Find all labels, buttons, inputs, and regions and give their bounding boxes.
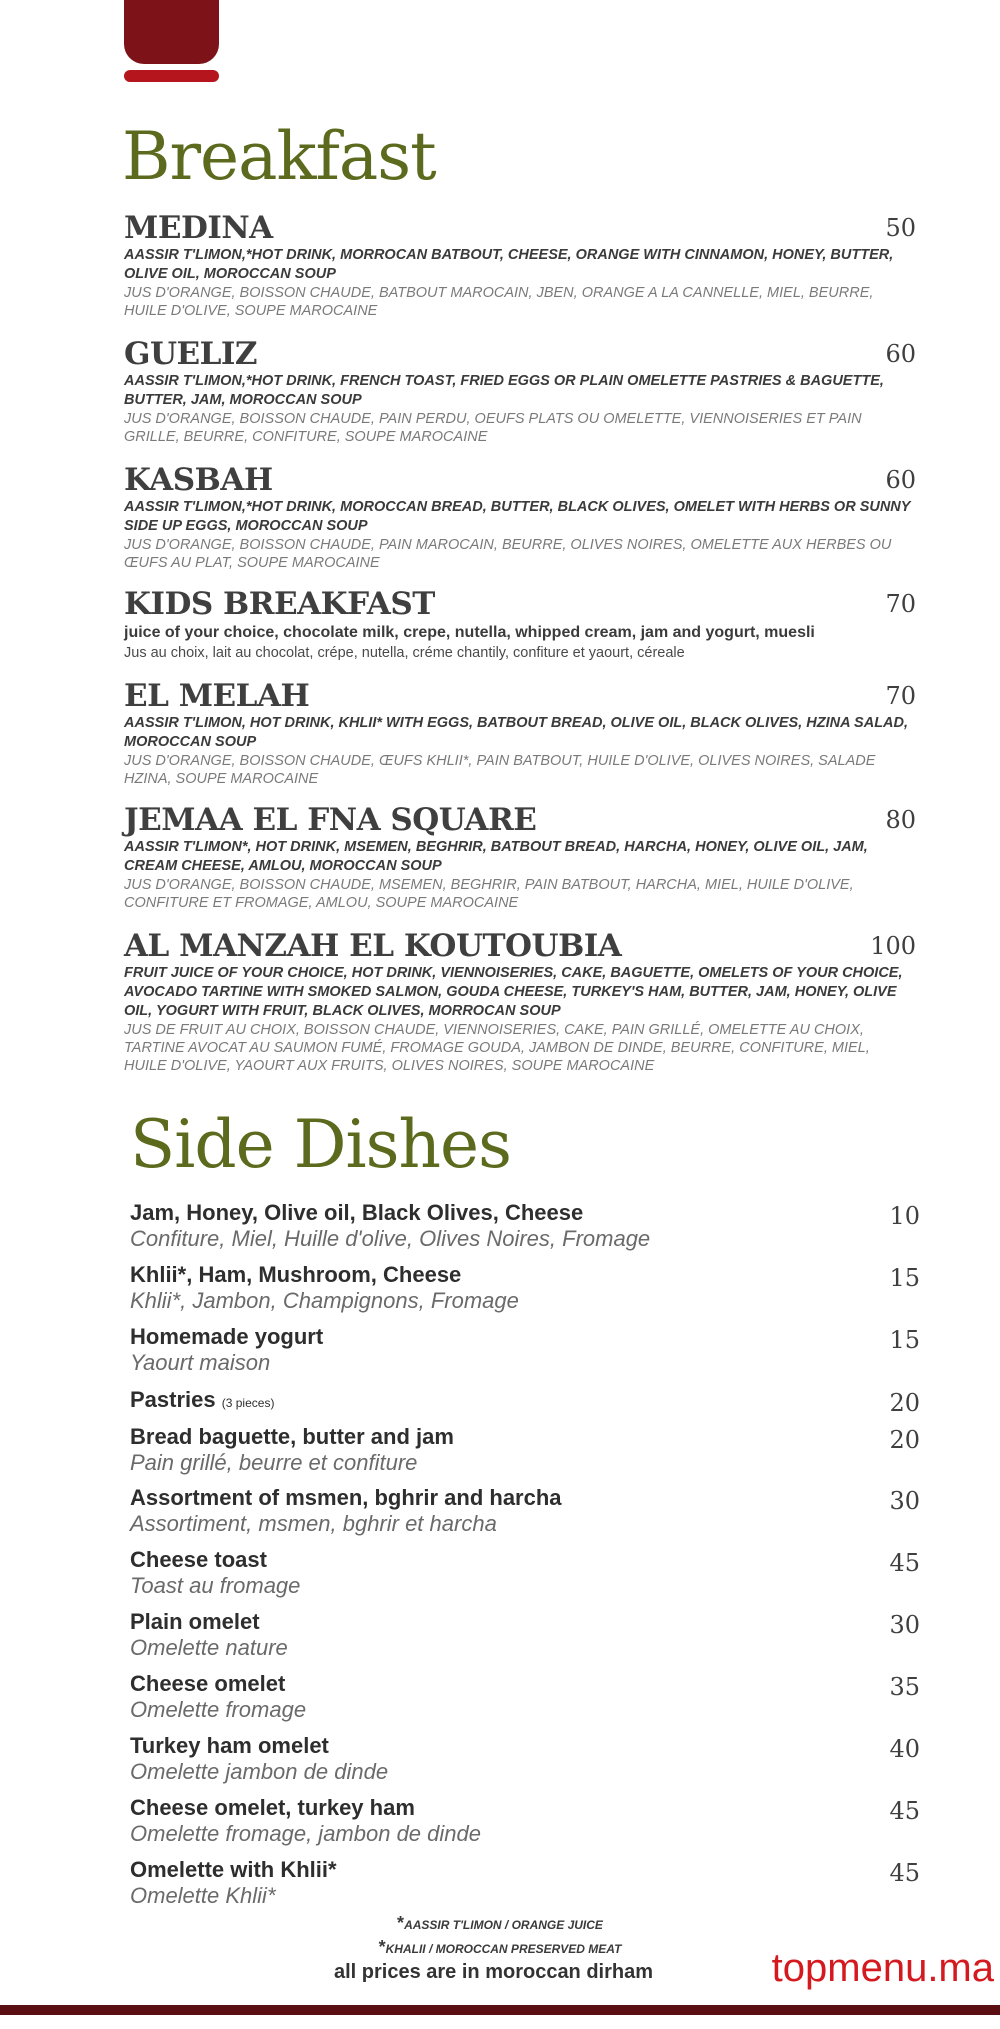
breakfast-item-el-melah — [124, 678, 916, 788]
item-description-en: AASSIR T'LIMON*, HOT DRINK, MSEMEN, BEGHRIR, BATBOUT BREAD, HARCHA, HONEY, OLIVE OIL, JAM, CREAM CHEESE, AMLOU, MOROCCAN SOUP — [124, 839, 868, 874]
item-name: JEMAA EL FNA SQUARE — [124, 802, 537, 838]
brand-watermark: topmenu.ma — [771, 1946, 994, 1990]
prices-currency-note: all prices are in moroccan dirham — [334, 1961, 654, 1983]
side-dish-name-fr: Omelette jambon de dinde — [130, 1759, 389, 1784]
item-description-fr: JUS DE FRUIT AU CHOIX, BOISSON CHAUDE, VIENNOISERIES, CAKE, PAIN GRILLÉ, OMELETTE AU CHOIX, TARTINE AVOCAT AU SAUMON FUMÉ, FROMAGE GOUDA, JAMBON DE DINDE, BEURRE, CONFITURE, MIEL, HUILE D'OLIVE, YAOURT AUX FRUITS, OLIVES NOIRES, SOUPE MAROCAINE — [124, 1022, 870, 1074]
side-dish-name-fr: Pain grillé, beurre et confiture — [130, 1450, 418, 1475]
side-dish-price: 45 — [889, 1797, 920, 1825]
side-dish-name: Turkey ham omelet — [130, 1733, 329, 1758]
item-name: KIDS BREAKFAST — [124, 586, 435, 622]
breakfast-item-jemaa-el-fna-square — [124, 802, 916, 912]
footnote-text: AASSIR T'LIMON / ORANGE JUICE — [404, 1918, 603, 1932]
side-dish-item — [130, 1324, 920, 1376]
footnote-star: * — [378, 1937, 386, 1957]
item-price: 50 — [885, 214, 916, 242]
bottom-border — [0, 2005, 1000, 2015]
item-price: 60 — [885, 466, 916, 494]
item-description-fr: JUS D'ORANGE, BOISSON CHAUDE, ŒUFS KHLII*, PAIN BATBOUT, HUILE D'OLIVE, OLIVES NOIRES, SALADE HZINA, SOUPE MAROCAINE — [124, 753, 876, 787]
item-description-en: juice of your choice, chocolate milk, crepe, nutella, whipped cream, jam and yogurt, muesli — [124, 624, 815, 641]
item-description-en: AASSIR T'LIMON,*HOT DRINK, MOROCCAN BREAD, BUTTER, BLACK OLIVES, OMELET WITH HERBS OR SUNNY SIDE UP EGGS, MOROCCAN SOUP — [124, 499, 911, 534]
item-price: 60 — [885, 340, 916, 368]
side-dish-price: 30 — [889, 1611, 920, 1639]
item-name: AL MANZAH EL KOUTOUBIA — [124, 928, 622, 964]
side-dish-name: Plain omelet — [130, 1609, 260, 1634]
side-dish-name-fr: Toast au fromage — [130, 1573, 301, 1598]
side-dish-price: 15 — [889, 1326, 920, 1354]
breakfast-item-kids-breakfast — [124, 586, 916, 662]
side-dish-name-fr: Omelette fromage, jambon de dinde — [130, 1821, 481, 1846]
side-dish-name-fr: Omelette nature — [130, 1635, 288, 1660]
side-dish-item — [130, 1424, 920, 1476]
breakfast-item-al-manzah-el-koutoubia — [124, 928, 916, 1075]
side-dish-item — [130, 1200, 920, 1252]
side-dish-price: 40 — [889, 1735, 920, 1763]
side-dish-note: (3 pieces) — [221, 1396, 275, 1410]
breakfast-section-title: Breakfast — [122, 118, 436, 195]
side-dish-name: Cheese omelet — [130, 1671, 286, 1696]
item-name: MEDINA — [124, 210, 273, 246]
side-dishes-section-title: Side Dishes — [130, 1106, 511, 1183]
side-dish-price: 20 — [889, 1426, 920, 1454]
item-description-fr: JUS D'ORANGE, BOISSON CHAUDE, MSEMEN, BEGHRIR, PAIN BATBOUT, HARCHA, MIEL, HUILE D'OLIVE, CONFITURE ET FROMAGE, AMLOU, SOUPE MAROCAINE — [124, 877, 854, 911]
footnote-text: KHALII / MOROCCAN PRESERVED MEAT — [385, 1942, 622, 1956]
item-description-fr: Jus au choix, lait au chocolat, crépe, nutella, créme chantily, confiture et yaourt, céreale — [124, 645, 685, 661]
item-description-en: FRUIT JUICE OF YOUR CHOICE, HOT DRINK, VIENNOISERIES, CAKE, BAGUETTE, OMELETS OF YOUR CHOICE, AVOCADO TARTINE WITH SMOKED SALMON, GOUDA CHEESE, TURKEY'S HAM, BUTTER, JAM, HONEY, OLIVE OIL, YOGURT WITH FRUIT, BLACK OLIVES, MORROCAN SOUP — [124, 965, 903, 1019]
side-dish-name: Homemade yogurt — [130, 1324, 324, 1349]
side-dish-name-text: Pastries — [130, 1387, 216, 1412]
side-dish-name-fr: Assortiment, msmen, bghrir et harcha — [130, 1511, 497, 1536]
side-dish-name: Jam, Honey, Olive oil, Black Olives, Cheese — [130, 1200, 584, 1225]
side-dish-name: Khlii*, Ham, Mushroom, Cheese — [130, 1262, 462, 1287]
side-dish-price: 20 — [889, 1389, 920, 1417]
item-name: KASBAH — [124, 462, 273, 498]
side-dish-name: Cheese omelet, turkey ham — [130, 1795, 415, 1820]
side-dish-item — [130, 1262, 920, 1314]
item-price: 100 — [870, 932, 916, 960]
item-description-fr: JUS D'ORANGE, BOISSON CHAUDE, PAIN PERDU, OEUFS PLATS OU OMELETTE, VIENNOISERIES ET PAIN GRILLE, BEURRE, CONFITURE, SOUPE MAROCAINE — [124, 411, 862, 445]
side-dish-item — [130, 1857, 920, 1909]
side-dish-price: 10 — [889, 1202, 920, 1230]
side-dish-price: 35 — [889, 1673, 920, 1701]
breakfast-item-medina — [124, 210, 916, 320]
breakfast-item-kasbah — [124, 462, 916, 572]
item-description-fr: JUS D'ORANGE, BOISSON CHAUDE, BATBOUT MAROCAIN, JBEN, ORANGE A LA CANNELLE, MIEL, BEURRE, HUILE D'OLIVE, SOUPE MAROCAINE — [124, 285, 874, 319]
side-dish-name-fr: Confiture, Miel, Huille d'olive, Olives Noires, Fromage — [130, 1226, 651, 1251]
side-dish-name-fr: Yaourt maison — [130, 1350, 271, 1375]
item-description-en: AASSIR T'LIMON, HOT DRINK, KHLII* WITH EGGS, BATBOUT BREAD, OLIVE OIL, BLACK OLIVES, HZINA SALAD, MOROCCAN SOUP — [124, 715, 909, 750]
item-name: EL MELAH — [124, 678, 310, 714]
item-name: GUELIZ — [124, 336, 258, 372]
item-description-en: AASSIR T'LIMON,*HOT DRINK, MORROCAN BATBOUT, CHEESE, ORANGE WITH CINNAMON, HONEY, BUTTER, OLIVE OIL, MOROCCAN SOUP — [124, 247, 894, 282]
side-dish-name: Omelette with Khlii* — [130, 1857, 337, 1882]
side-dish-name-fr: Khlii*, Jambon, Champignons, Fromage — [130, 1288, 519, 1313]
side-dish-name: Cheese toast — [130, 1547, 267, 1572]
side-dish-price: 45 — [889, 1859, 920, 1887]
side-dish-item — [130, 1485, 920, 1537]
side-dish-price: 30 — [889, 1487, 920, 1515]
side-dish-item — [130, 1547, 920, 1599]
side-dish-item — [130, 1609, 920, 1661]
side-dish-item — [130, 1387, 920, 1416]
side-dish-item — [130, 1671, 920, 1723]
item-price: 80 — [885, 806, 916, 834]
item-price: 70 — [885, 682, 916, 710]
restaurant-logo — [124, 0, 219, 64]
side-dish-item — [130, 1733, 920, 1785]
side-dish-name-fr: Omelette fromage — [130, 1697, 307, 1722]
footnote-star: * — [397, 1913, 405, 1933]
side-dish-name: Bread baguette, butter and jam — [130, 1424, 454, 1449]
item-description-en: AASSIR T'LIMON,*HOT DRINK, FRENCH TOAST, FRIED EGGS OR PLAIN OMELETTE PASTRIES & BAGUETTE, BUTTER, JAM, MOROCCAN SOUP — [124, 373, 884, 408]
side-dish-name: Assortment of msmen, bghrir and harcha — [130, 1485, 562, 1510]
side-dish-item — [130, 1795, 920, 1847]
item-price: 70 — [885, 590, 916, 618]
side-dish-price: 45 — [889, 1549, 920, 1577]
breakfast-item-gueliz — [124, 336, 916, 446]
side-dish-name-fr: Omelette Khlii* — [130, 1883, 276, 1908]
logo-underline — [124, 70, 219, 82]
item-description-fr: JUS D'ORANGE, BOISSON CHAUDE, PAIN MAROCAIN, BEURRE, OLIVES NOIRES, OMELETTE AUX HERBES OU ŒUFS AU PLAT, SOUPE MAROCAINE — [124, 537, 892, 571]
side-dish-name — [130, 1387, 920, 1416]
footnote-orange-juice — [0, 1913, 1000, 1934]
side-dish-price: 15 — [889, 1264, 920, 1292]
